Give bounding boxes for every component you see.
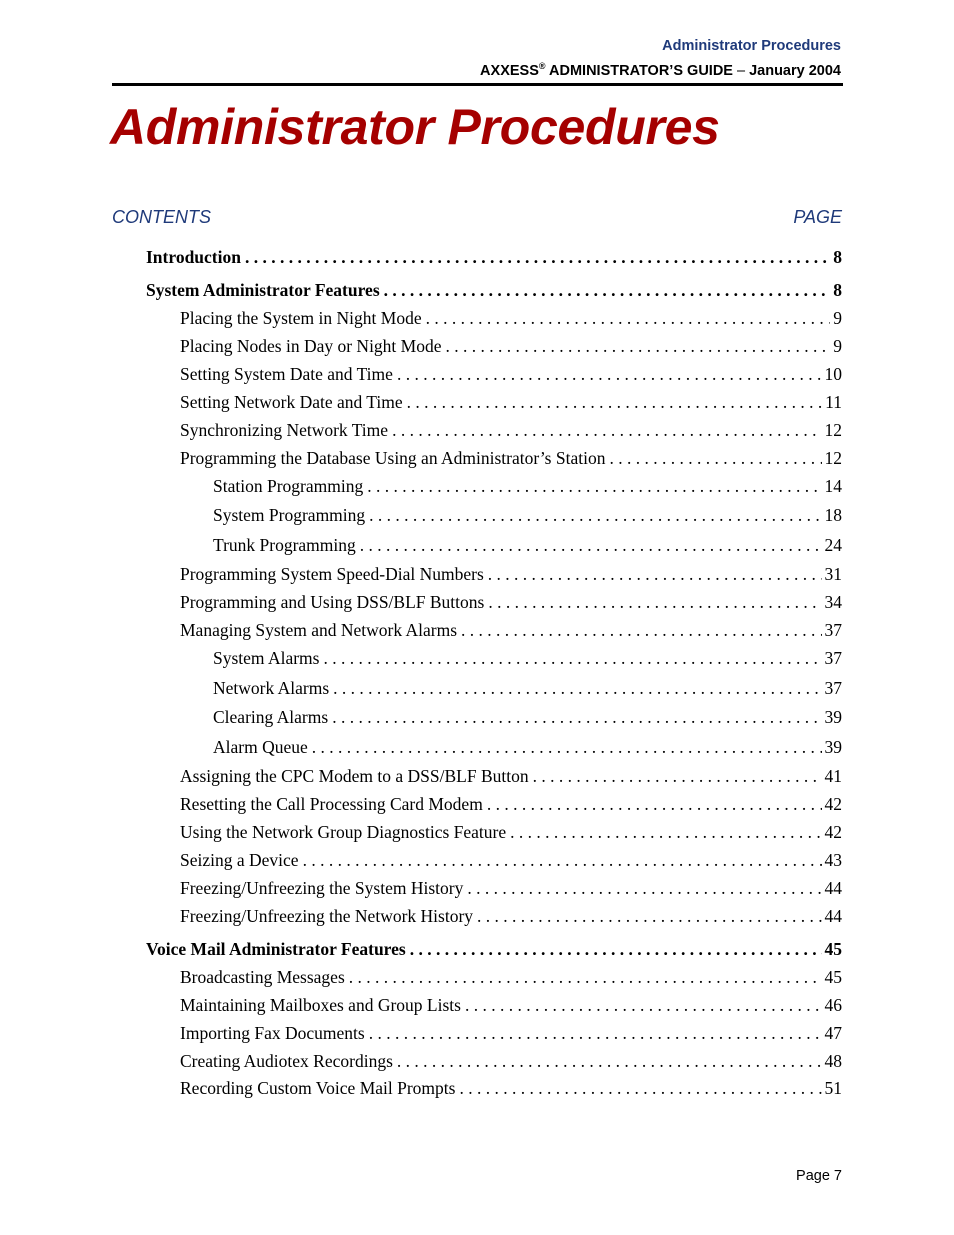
toc-page: 10 [824, 364, 842, 384]
toc-page: 44 [824, 906, 842, 926]
toc-entry[interactable] [213, 535, 842, 556]
toc-entry[interactable] [180, 906, 842, 927]
toc-page: 12 [824, 420, 842, 440]
toc-label: Importing Fax Documents [180, 1023, 365, 1043]
toc-entry[interactable] [180, 592, 842, 613]
toc-entry[interactable] [146, 280, 842, 301]
dot-leader [397, 1051, 822, 1072]
toc-entry[interactable] [213, 737, 842, 758]
dot-leader [459, 1078, 821, 1099]
dot-leader [446, 336, 831, 357]
toc-page: 37 [824, 620, 842, 640]
toc-label: Using the Network Group Diagnostics Feature [180, 822, 507, 842]
toc-page: 48 [824, 1051, 842, 1071]
header-rule [112, 83, 843, 86]
toc-entry[interactable] [180, 420, 842, 441]
toc-page: 39 [824, 707, 842, 727]
dot-leader [426, 308, 831, 329]
dot-leader [410, 939, 822, 960]
toc-page: 8 [833, 280, 842, 300]
toc-page: 43 [824, 850, 842, 870]
guide-name: ADMINISTRATOR’S GUIDE [545, 63, 733, 79]
toc-entry[interactable] [180, 308, 842, 329]
dot-leader [303, 850, 822, 871]
running-header-guide [480, 61, 841, 79]
toc-label: Recording Custom Voice Mail Prompts [180, 1078, 456, 1098]
toc-label: Trunk Programming [213, 535, 356, 555]
running-header-section: Administrator Procedures [662, 38, 841, 54]
toc-entry[interactable] [180, 392, 842, 413]
toc-label: Alarm Queue [213, 737, 308, 757]
page-column-heading: PAGE [793, 207, 842, 227]
toc-entry[interactable] [180, 1051, 842, 1072]
toc-page: 14 [824, 476, 842, 496]
toc-label: Creating Audiotex Recordings [180, 1051, 393, 1071]
toc-page: 42 [824, 822, 842, 842]
toc-page: 42 [824, 794, 842, 814]
dot-leader [245, 247, 830, 268]
toc-entry[interactable] [180, 794, 842, 815]
toc-entry[interactable] [213, 476, 842, 497]
dot-leader [609, 448, 821, 469]
toc-label: System Programming [213, 505, 366, 525]
dot-leader [510, 822, 821, 843]
toc-label: Managing System and Network Alarms [180, 620, 458, 640]
toc-label: Programming the Database Using an Administrator’s Station [180, 448, 606, 468]
toc-entry[interactable] [146, 939, 842, 960]
dot-leader [367, 476, 821, 497]
toc-entry[interactable] [180, 1023, 842, 1044]
toc-page: 11 [825, 392, 842, 412]
footer-page-number: Page 7 [796, 1168, 842, 1184]
guide-separator: – [732, 63, 750, 79]
dot-leader [488, 564, 822, 585]
dot-leader [487, 794, 822, 815]
dot-leader [332, 707, 821, 728]
toc-label: Placing Nodes in Day or Night Mode [180, 336, 442, 356]
toc-entry[interactable] [180, 448, 842, 469]
toc-label: Station Programming [213, 476, 364, 496]
dot-leader [323, 648, 821, 669]
dot-leader [477, 906, 821, 927]
toc-entry[interactable] [213, 707, 842, 728]
toc-entry[interactable] [180, 766, 842, 787]
toc-entry[interactable] [180, 822, 842, 843]
toc-page: 45 [824, 967, 842, 987]
toc-page: 47 [824, 1023, 842, 1043]
toc-page: 34 [824, 592, 842, 612]
toc-entry[interactable] [146, 247, 842, 268]
toc-label: Setting Network Date and Time [180, 392, 403, 412]
dot-leader [333, 678, 821, 699]
dot-leader [360, 535, 822, 556]
toc-page: 8 [833, 247, 842, 267]
toc-page: 31 [824, 564, 842, 584]
toc-page: 45 [824, 939, 842, 959]
toc-label: Freezing/Unfreezing the Network History [180, 906, 474, 926]
toc-page: 9 [833, 308, 842, 328]
toc-entry[interactable] [180, 564, 842, 585]
toc-entry[interactable] [180, 364, 842, 385]
toc-label: Setting System Date and Time [180, 364, 393, 384]
dot-leader [488, 592, 821, 613]
toc-page: 37 [824, 648, 842, 668]
toc-entry[interactable] [180, 995, 842, 1016]
registered-mark: ® [538, 61, 546, 71]
toc-entry[interactable] [213, 505, 842, 526]
toc-page: 9 [833, 336, 842, 356]
dot-leader [397, 364, 822, 385]
toc-label: Network Alarms [213, 678, 330, 698]
dot-leader [312, 737, 822, 758]
toc-label: System Administrator Features [146, 280, 380, 300]
toc-entry[interactable] [180, 878, 842, 899]
toc-page: 44 [824, 878, 842, 898]
toc-page: 18 [824, 505, 842, 525]
toc-page: 41 [824, 766, 842, 786]
toc-entry[interactable] [180, 620, 842, 641]
toc-label: Maintaining Mailboxes and Group Lists [180, 995, 461, 1015]
dot-leader [349, 967, 822, 988]
toc-page: 37 [824, 678, 842, 698]
toc-page: 39 [824, 737, 842, 757]
toc-label: Assigning the CPC Modem to a DSS/BLF Button [180, 766, 529, 786]
dot-leader [369, 1023, 822, 1044]
dot-leader [461, 620, 821, 641]
guide-brand: AXXESS [480, 63, 539, 79]
dot-leader [407, 392, 823, 413]
toc-label: Broadcasting Messages [180, 967, 345, 987]
toc-label: Programming System Speed-Dial Numbers [180, 564, 484, 584]
toc-label: Seizing a Device [180, 850, 299, 870]
dot-leader [533, 766, 822, 787]
dot-leader [467, 878, 821, 899]
toc-page: 51 [824, 1078, 842, 1098]
toc-entry[interactable] [180, 850, 842, 871]
toc-label: Programming and Using DSS/BLF Buttons [180, 592, 485, 612]
dot-leader [465, 995, 822, 1016]
dot-leader [392, 420, 821, 441]
chapter-title: Administrator Procedures [110, 99, 720, 155]
toc-label: Resetting the Call Processing Card Modem [180, 794, 483, 814]
toc-page: 24 [824, 535, 842, 555]
toc-label: Introduction [146, 247, 241, 267]
toc-entry[interactable] [180, 336, 842, 357]
toc-label: Clearing Alarms [213, 707, 329, 727]
dot-leader [384, 280, 831, 301]
contents-column-heading: CONTENTS [112, 207, 211, 227]
toc-entry[interactable] [213, 648, 842, 669]
guide-date: January 2004 [749, 63, 841, 79]
toc-label: Placing the System in Night Mode [180, 308, 422, 328]
toc-label: System Alarms [213, 648, 320, 668]
toc-page: 46 [824, 995, 842, 1015]
toc-label: Synchronizing Network Time [180, 420, 389, 440]
toc-entry[interactable] [180, 1078, 842, 1099]
toc-entry[interactable] [180, 967, 842, 988]
toc-page: 12 [824, 448, 842, 468]
dot-leader [369, 505, 821, 526]
toc-entry[interactable] [213, 678, 842, 699]
toc-label: Voice Mail Administrator Features [146, 939, 406, 959]
toc-label: Freezing/Unfreezing the System History [180, 878, 464, 898]
